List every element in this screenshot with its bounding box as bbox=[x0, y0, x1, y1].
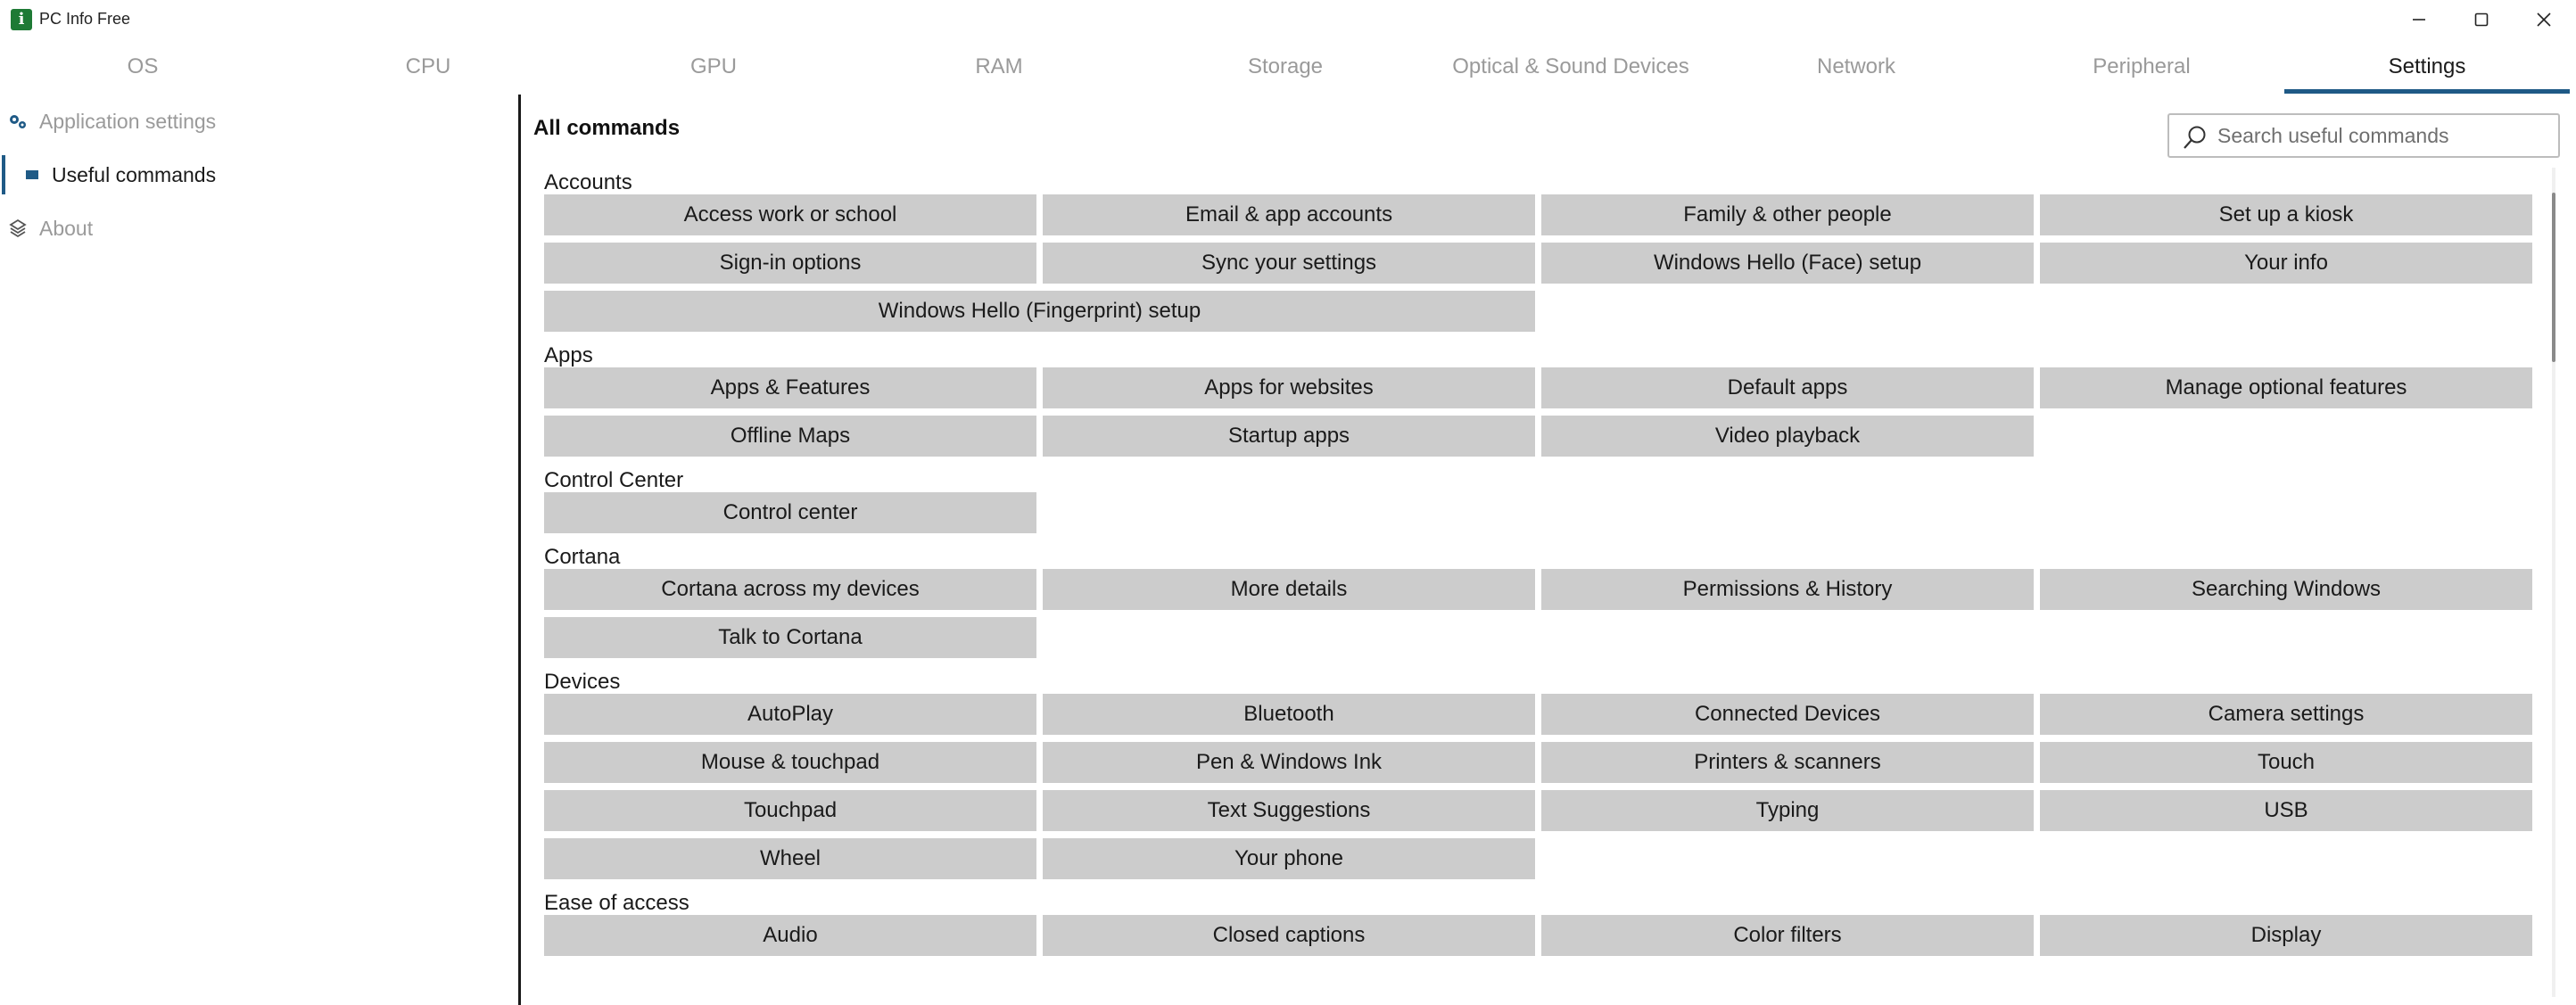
page-title: All commands bbox=[533, 116, 681, 140]
command-button[interactable]: Pen & Windows Ink bbox=[1043, 742, 1535, 783]
tab-storage[interactable]: Storage bbox=[1247, 54, 1324, 78]
command-button[interactable]: Set up a kiosk bbox=[2040, 194, 2532, 235]
main-tab-bar bbox=[0, 39, 2576, 95]
command-button[interactable]: Your phone bbox=[1043, 838, 1535, 879]
section-title: Accounts bbox=[544, 170, 632, 194]
tab-os[interactable]: OS bbox=[127, 54, 159, 78]
command-button[interactable]: Audio bbox=[544, 915, 1036, 956]
close-button[interactable] bbox=[2512, 0, 2576, 39]
sidebar-item-about[interactable] bbox=[0, 203, 517, 253]
section-title: Apps bbox=[544, 343, 593, 367]
command-button[interactable]: Cortana across my devices bbox=[544, 569, 1036, 610]
search-input[interactable] bbox=[2217, 122, 2547, 149]
sidebar-item-application-settings[interactable] bbox=[0, 96, 517, 146]
command-button[interactable]: Closed captions bbox=[1043, 915, 1535, 956]
command-button[interactable]: Email & app accounts bbox=[1043, 194, 1535, 235]
command-button[interactable]: Typing bbox=[1541, 790, 2034, 831]
command-grid bbox=[544, 194, 2535, 332]
command-button[interactable]: Permissions & History bbox=[1541, 569, 2034, 610]
command-button[interactable]: USB bbox=[2040, 790, 2532, 831]
section-title: Control Center bbox=[544, 468, 684, 492]
tab-cpu[interactable]: CPU bbox=[405, 54, 451, 78]
blue-square-icon bbox=[21, 164, 43, 185]
sidebar-item-label: Application settings bbox=[39, 109, 217, 133]
sidebar-item-useful-commands[interactable] bbox=[0, 150, 517, 200]
gears-icon bbox=[7, 111, 29, 132]
tab-optical-sound[interactable]: Optical & Sound Devices bbox=[1452, 54, 1689, 78]
tab-settings[interactable]: Settings bbox=[2388, 54, 2466, 78]
close-icon bbox=[2536, 12, 2552, 28]
settings-sidebar bbox=[0, 95, 521, 1005]
command-button[interactable]: Offline Maps bbox=[544, 416, 1036, 457]
command-button[interactable]: Video playback bbox=[1541, 416, 2034, 457]
command-button[interactable]: Your info bbox=[2040, 243, 2532, 284]
command-button[interactable]: Startup apps bbox=[1043, 416, 1535, 457]
command-button[interactable]: Windows Hello (Fingerprint) setup bbox=[544, 291, 1535, 332]
window-title: PC Info Free bbox=[39, 10, 131, 28]
command-grid bbox=[544, 694, 2535, 879]
tab-gpu[interactable]: GPU bbox=[689, 54, 737, 78]
command-button[interactable]: AutoPlay bbox=[544, 694, 1036, 735]
command-button[interactable]: Apps for websites bbox=[1043, 367, 1535, 408]
command-button[interactable]: More details bbox=[1043, 569, 1535, 610]
command-button[interactable]: Wheel bbox=[544, 838, 1036, 879]
commands-panel bbox=[524, 95, 2576, 1005]
command-button[interactable]: Windows Hello (Face) setup bbox=[1541, 243, 2034, 284]
command-button[interactable]: Talk to Cortana bbox=[544, 617, 1036, 658]
command-grid bbox=[544, 569, 2535, 658]
tab-network[interactable]: Network bbox=[1816, 54, 1896, 78]
command-button[interactable]: Text Suggestions bbox=[1043, 790, 1535, 831]
active-tab-indicator bbox=[2284, 89, 2570, 94]
command-button[interactable]: Touch bbox=[2040, 742, 2532, 783]
section-title: Ease of access bbox=[544, 891, 689, 915]
tab-peripheral[interactable]: Peripheral bbox=[2093, 54, 2191, 78]
command-button[interactable]: Sync your settings bbox=[1043, 243, 1535, 284]
title-bar bbox=[0, 0, 2576, 39]
search-icon bbox=[2182, 124, 2209, 155]
maximize-icon bbox=[2473, 12, 2489, 28]
command-button[interactable]: Family & other people bbox=[1541, 194, 2034, 235]
maximize-button[interactable] bbox=[2449, 0, 2514, 39]
command-button[interactable]: Apps & Features bbox=[544, 367, 1036, 408]
command-button[interactable]: Printers & scanners bbox=[1541, 742, 2034, 783]
vertical-scrollbar[interactable] bbox=[2546, 168, 2562, 997]
tab-ram[interactable]: RAM bbox=[975, 54, 1023, 78]
sidebar-item-label: Useful commands bbox=[52, 162, 217, 186]
command-button[interactable]: Access work or school bbox=[544, 194, 1036, 235]
command-button[interactable]: Manage optional features bbox=[2040, 367, 2532, 408]
command-button[interactable]: Searching Windows bbox=[2040, 569, 2532, 610]
command-button[interactable]: Connected Devices bbox=[1541, 694, 2034, 735]
command-button[interactable]: Touchpad bbox=[544, 790, 1036, 831]
app-logo-icon: i bbox=[11, 9, 32, 30]
command-button[interactable]: Bluetooth bbox=[1043, 694, 1535, 735]
command-button[interactable]: Default apps bbox=[1541, 367, 2034, 408]
command-button[interactable]: Color filters bbox=[1541, 915, 2034, 956]
commands-list bbox=[544, 168, 2535, 997]
section-title: Cortana bbox=[544, 545, 621, 569]
command-grid bbox=[544, 915, 2535, 956]
command-grid bbox=[544, 492, 2535, 533]
minimize-icon bbox=[2411, 12, 2427, 28]
command-button[interactable]: Display bbox=[2040, 915, 2532, 956]
command-grid bbox=[544, 367, 2535, 457]
section-title: Devices bbox=[544, 670, 621, 694]
selection-indicator bbox=[2, 155, 5, 194]
search-box[interactable] bbox=[2167, 113, 2560, 158]
minimize-button[interactable] bbox=[2387, 0, 2451, 39]
layers-icon bbox=[7, 218, 29, 239]
command-button[interactable]: Camera settings bbox=[2040, 694, 2532, 735]
sidebar-item-label: About bbox=[39, 216, 94, 240]
command-button[interactable]: Mouse & touchpad bbox=[544, 742, 1036, 783]
scrollbar-thumb[interactable] bbox=[2552, 193, 2555, 362]
command-button[interactable]: Control center bbox=[544, 492, 1036, 533]
command-button[interactable]: Sign-in options bbox=[544, 243, 1036, 284]
